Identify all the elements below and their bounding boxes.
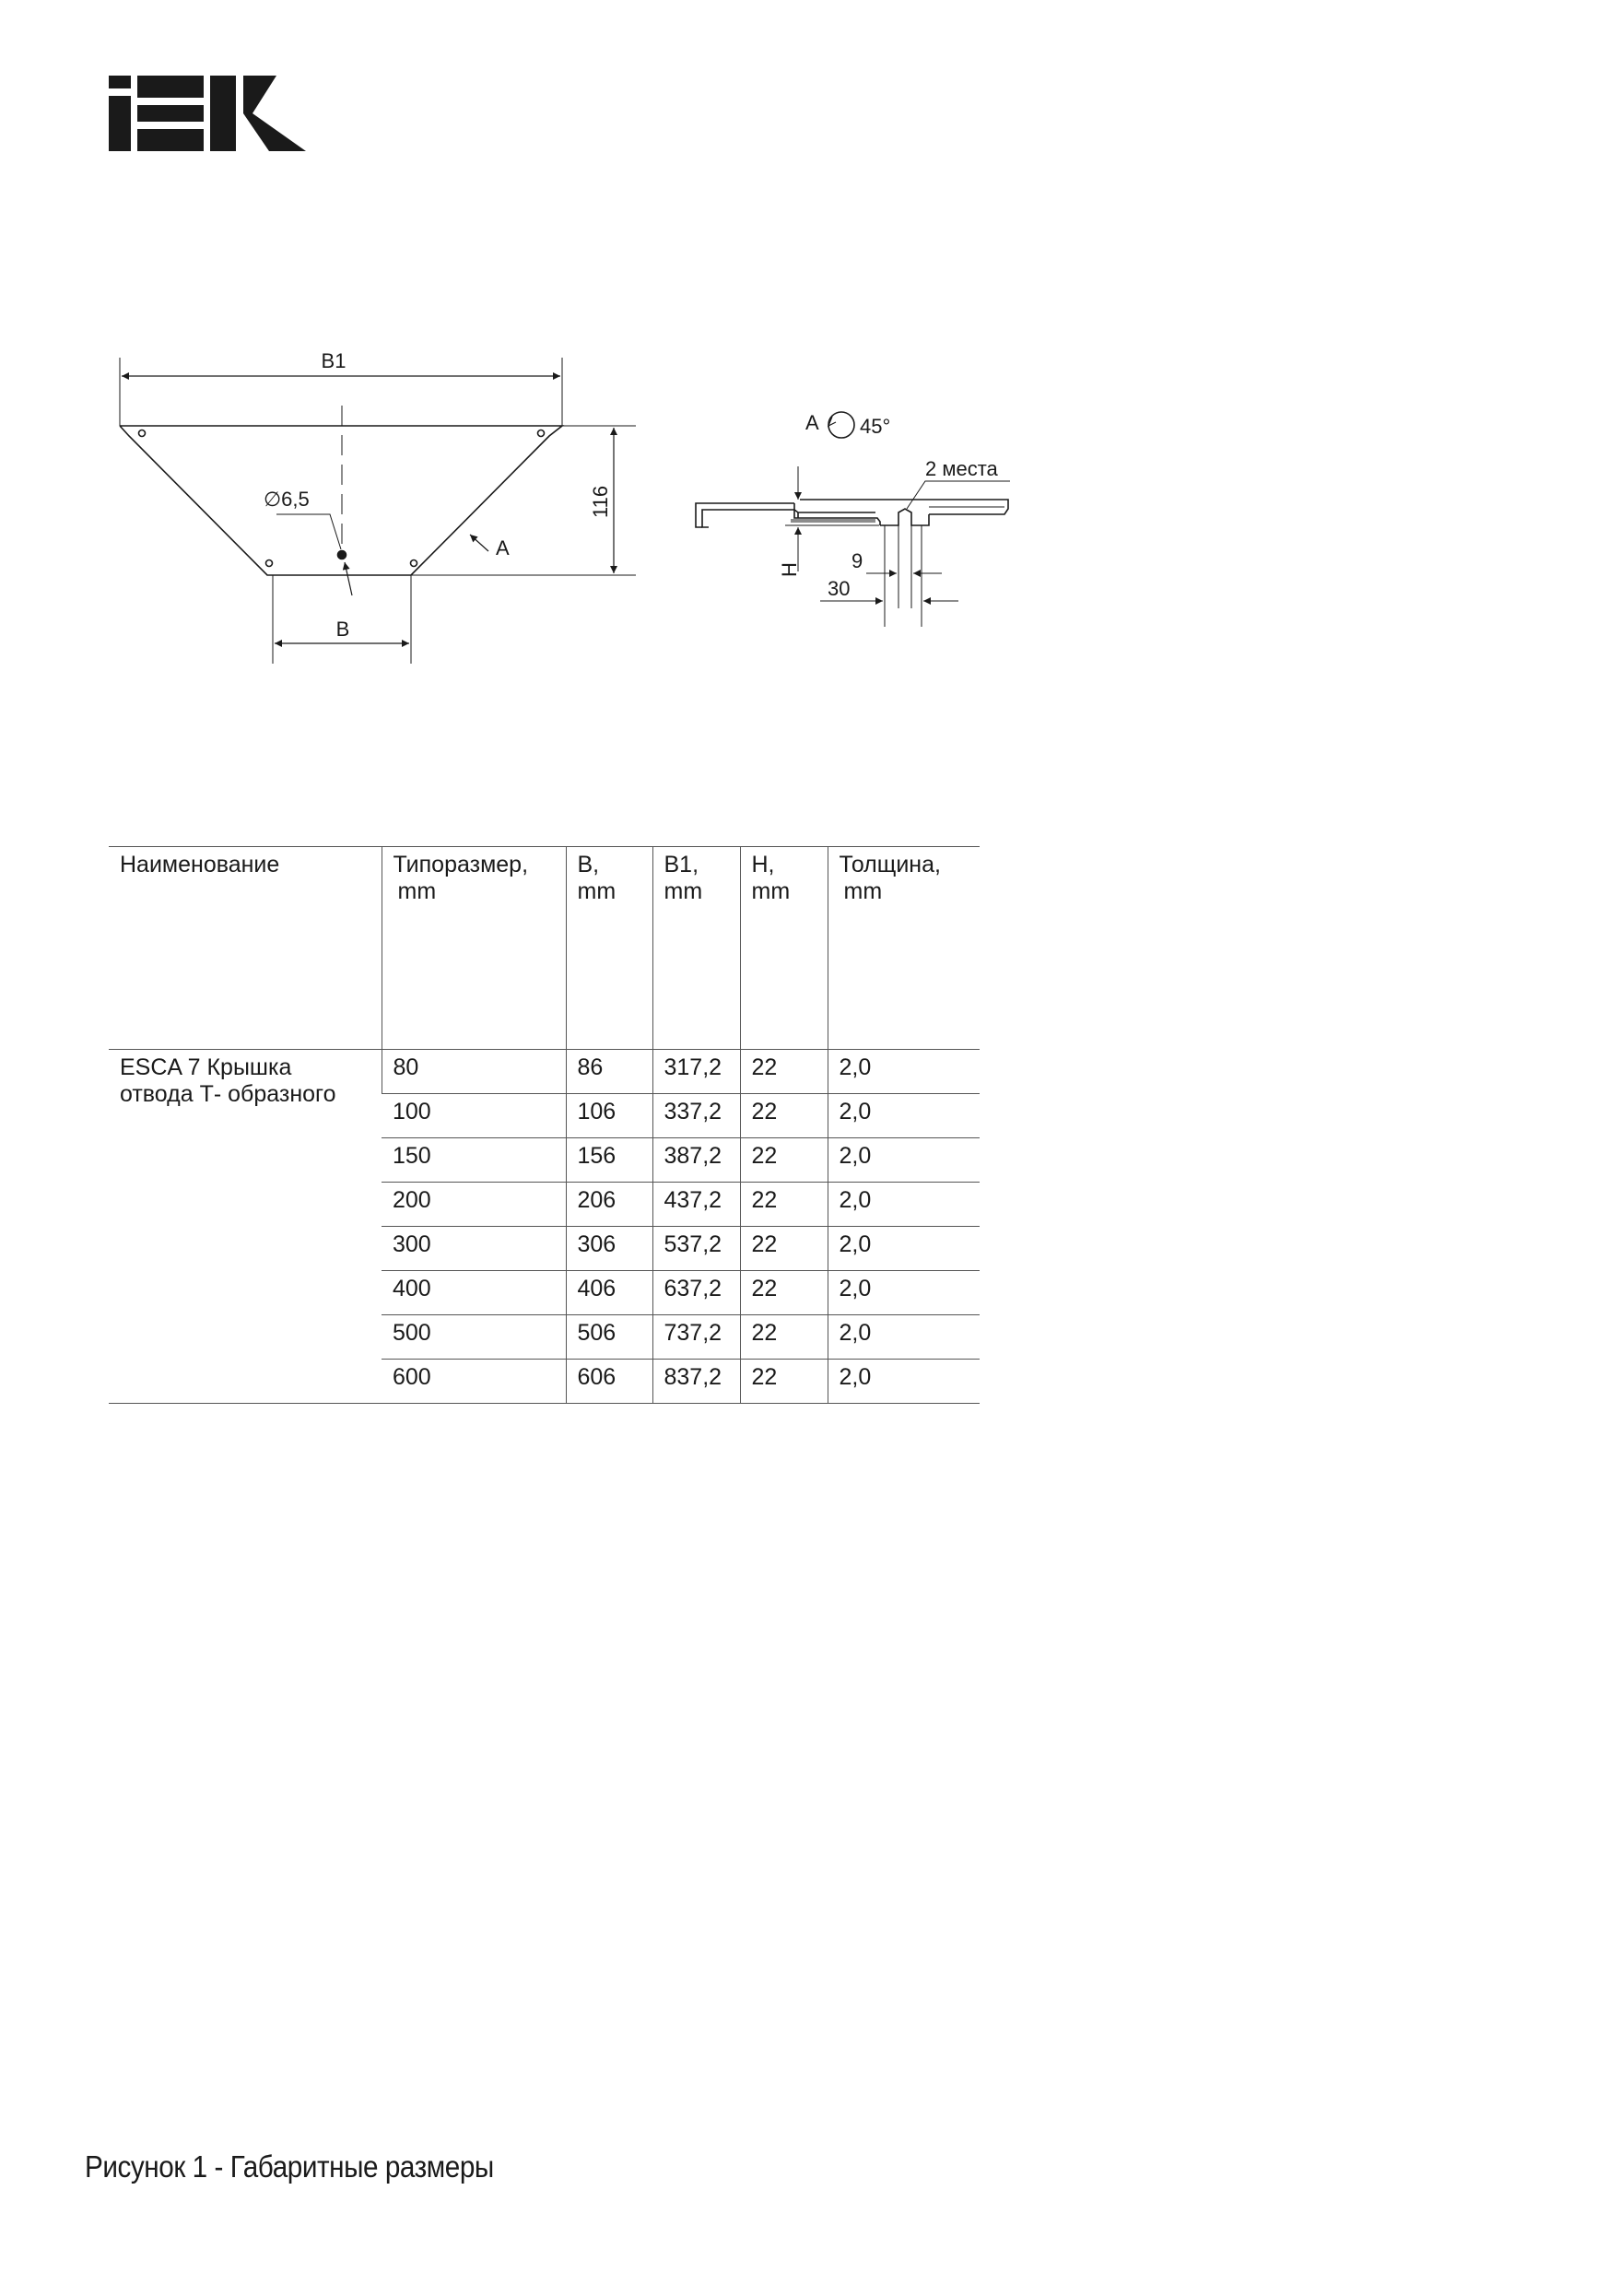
- cell-b: 86: [566, 1050, 652, 1094]
- header-b: B, mm: [566, 847, 652, 1050]
- cell-h: 22: [740, 1360, 828, 1404]
- cell-thickness: 2,0: [828, 1050, 980, 1094]
- cell-h: 22: [740, 1315, 828, 1360]
- cell-size: 150: [382, 1138, 566, 1183]
- cover-section-view: [696, 412, 1010, 627]
- technical-drawing: [0, 0, 1609, 719]
- cell-h: 22: [740, 1138, 828, 1183]
- cell-b1: 437,2: [652, 1183, 740, 1227]
- cell-b: 106: [566, 1094, 652, 1138]
- header-b1: B1, mm: [652, 847, 740, 1050]
- cell-b1: 537,2: [652, 1227, 740, 1271]
- b1-dimension-label: B1: [321, 349, 346, 372]
- cell-thickness: 2,0: [828, 1183, 980, 1227]
- cell-b: 506: [566, 1315, 652, 1360]
- table-header-row: [109, 847, 980, 1050]
- angle-45-label: 45°: [860, 415, 891, 438]
- view-a-label: A: [805, 411, 819, 434]
- cell-thickness: 2,0: [828, 1094, 980, 1138]
- cell-b1: 317,2: [652, 1050, 740, 1094]
- cell-thickness: 2,0: [828, 1138, 980, 1183]
- cell-b1: 337,2: [652, 1094, 740, 1138]
- dim-30-label: 30: [828, 577, 851, 600]
- cell-b1: 837,2: [652, 1360, 740, 1404]
- height-116-label: 116: [589, 485, 612, 518]
- cell-h: 22: [740, 1227, 828, 1271]
- table-row: [109, 1050, 980, 1094]
- cell-thickness: 2,0: [828, 1271, 980, 1315]
- dim-9-label: 9: [851, 549, 863, 572]
- b-dimension-label: B: [335, 618, 350, 641]
- cell-b1: 387,2: [652, 1138, 740, 1183]
- cell-b1: 737,2: [652, 1315, 740, 1360]
- cell-h: 22: [740, 1050, 828, 1094]
- cell-size: 200: [382, 1183, 566, 1227]
- cell-thickness: 2,0: [828, 1315, 980, 1360]
- product-name-cell: ESCA 7 Крышка отвода Т- образного: [109, 1050, 382, 1404]
- cell-h: 22: [740, 1094, 828, 1138]
- cover-plan-view: [120, 358, 636, 664]
- h-dimension-label: H: [778, 562, 801, 577]
- hole-diameter-label: ∅6,5: [264, 488, 310, 511]
- cell-thickness: 2,0: [828, 1227, 980, 1271]
- cell-b1: 637,2: [652, 1271, 740, 1315]
- two-places-label: 2 места: [925, 457, 998, 480]
- header-h: H, mm: [740, 847, 828, 1050]
- header-name: Наименование: [109, 847, 382, 1050]
- view-a-marker: A: [496, 536, 510, 559]
- cell-b: 306: [566, 1227, 652, 1271]
- cell-size: 500: [382, 1315, 566, 1360]
- cell-h: 22: [740, 1271, 828, 1315]
- cell-b: 156: [566, 1138, 652, 1183]
- cell-size: 400: [382, 1271, 566, 1315]
- cell-size: 80: [382, 1050, 566, 1094]
- header-thickness: Толщина, mm: [828, 847, 980, 1050]
- cell-h: 22: [740, 1183, 828, 1227]
- cell-size: 300: [382, 1227, 566, 1271]
- cell-b: 206: [566, 1183, 652, 1227]
- cell-size: 100: [382, 1094, 566, 1138]
- cell-b: 606: [566, 1360, 652, 1404]
- figure-caption: Рисунок 1 - Габаритные размеры: [85, 2149, 494, 2184]
- header-size: Типоразмер, mm: [382, 847, 566, 1050]
- dimensions-table: [109, 846, 980, 1404]
- cell-thickness: 2,0: [828, 1360, 980, 1404]
- cell-b: 406: [566, 1271, 652, 1315]
- cell-size: 600: [382, 1360, 566, 1404]
